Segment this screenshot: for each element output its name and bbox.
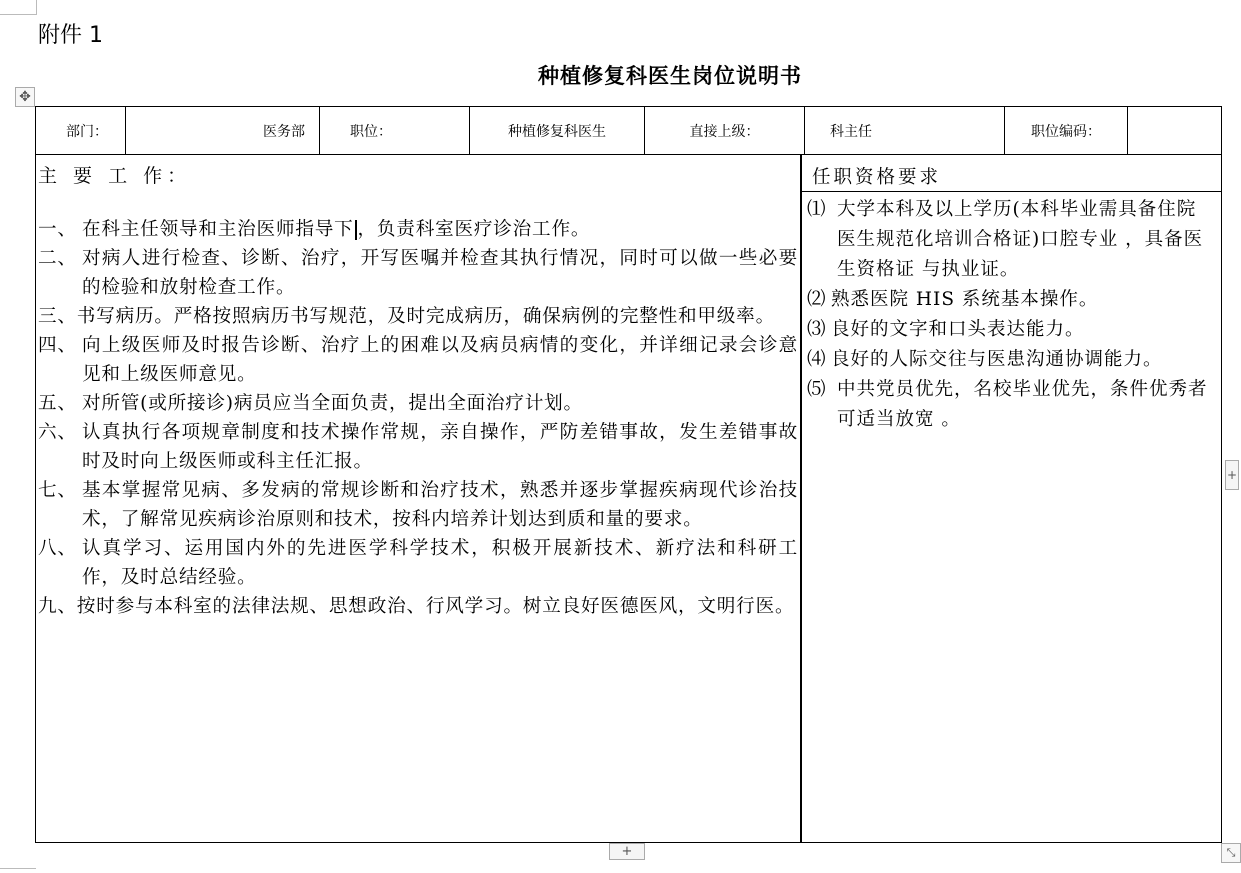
requirement-text: 熟悉医院 HIS 系统基本操作。	[831, 289, 1099, 310]
duty-number: 六、	[38, 422, 77, 443]
duty-item	[38, 215, 798, 244]
duty-text: 认真学习、运用国内外的先进医学科学技术，积极开展新技术、新疗法和科研工作，及时总结经验。	[82, 538, 798, 588]
add-row-plus-icon[interactable]: +	[609, 843, 645, 860]
superior-label: 直接上级：	[645, 107, 805, 155]
duty-text: 向上级医师及时报告诊断、治疗上的困难以及病员病情的变化，并详细记录会诊意见和上级医师意见。	[82, 335, 798, 385]
duty-text: 基本掌握常见病、多发病的常规诊断和治疗技术，熟悉并逐步掌握疾病现代诊治技术，了解常见疾病诊治原则和技术，按科内培养计划达到质和量的要求。	[82, 480, 798, 530]
duty-text: 认真执行各项规章制度和技术操作常规，亲自操作，严防差错事故，发生差错事故时及时向上级医师或科主任汇报。	[82, 422, 798, 472]
requirement-number: ⑶	[807, 319, 827, 340]
duty-item	[38, 302, 798, 331]
duty-number: 九、	[38, 596, 77, 617]
table-move-handle-icon[interactable]: ✥	[15, 87, 35, 107]
code-label: 职位编码：	[1005, 107, 1128, 155]
requirements-heading-row	[801, 155, 1221, 192]
duty-item	[38, 476, 798, 534]
duty-text	[82, 215, 798, 244]
requirements-list	[807, 195, 1215, 435]
requirements-heading: 任职资格要求	[812, 167, 942, 188]
requirement-item	[807, 315, 1215, 345]
duty-number: 三、	[38, 306, 77, 327]
code-value[interactable]	[1128, 107, 1222, 155]
duty-text	[38, 302, 798, 331]
requirement-item	[807, 285, 1215, 315]
dept-value[interactable]: 医务部	[126, 107, 320, 155]
header-row	[36, 107, 1222, 155]
requirement-item	[807, 345, 1215, 375]
requirements-cell[interactable]	[800, 155, 1222, 843]
document-title: 种植修复科医生岗位说明书	[538, 64, 802, 88]
duty-text	[38, 592, 798, 621]
duty-number: 八、	[38, 538, 77, 559]
duty-item	[38, 389, 798, 418]
table-resize-icon[interactable]: ⤡	[1221, 843, 1241, 863]
duty-number: 五、	[38, 393, 77, 414]
duty-text-part: 按时参与本科室的法律法规、思想政治、行风学习。树立良好医德医风，文明行医。	[76, 596, 795, 617]
requirement-item	[807, 195, 1215, 285]
duty-number: 一、	[38, 219, 77, 240]
duty-item	[38, 418, 798, 476]
text-cursor	[355, 220, 357, 240]
requirement-text: 中共党员优先，名校毕业优先，条件优秀者可适当放宽 。	[837, 379, 1208, 430]
duty-item	[38, 534, 798, 592]
requirement-item	[807, 375, 1215, 435]
superior-value[interactable]: 科主任	[805, 107, 1005, 155]
requirement-text: 大学本科及以上学历(本科毕业需具备住院医生规范化培训合格证)口腔专业 ，具备医生资格证 与执业证。	[837, 199, 1204, 280]
duty-item	[38, 244, 798, 302]
requirement-number: ⑸	[807, 379, 827, 400]
duty-list	[38, 215, 798, 621]
main-work-cell[interactable]	[35, 155, 802, 843]
duty-number: 七、	[38, 480, 77, 501]
page-corner-mark-bottom	[0, 868, 36, 873]
requirement-number: ⑷	[807, 349, 827, 370]
header-table	[35, 106, 1222, 155]
requirement-text: 良好的文字和口头表达能力。	[831, 319, 1085, 340]
duty-number: 二、	[38, 248, 77, 269]
duty-item	[38, 331, 798, 389]
attachment-label: 附件 1	[38, 23, 103, 48]
duty-text-part: 在科主任领导和主治医师指导下	[82, 219, 354, 240]
dept-label: 部门：	[36, 107, 126, 155]
add-column-plus-icon[interactable]: +	[1225, 460, 1239, 490]
duty-number: 四、	[38, 335, 77, 356]
position-label: 职位：	[320, 107, 470, 155]
requirement-number: ⑵	[807, 289, 827, 310]
duty-item	[38, 592, 798, 621]
requirement-number: ⑴	[807, 199, 827, 220]
main-work-heading: 主 要 工 作：	[38, 165, 192, 187]
duty-text: 对病人进行检查、诊断、治疗，开写医嘱并检查其执行情况，同时可以做一些必要的检验和放射检查工作。	[82, 248, 798, 298]
page-corner-mark	[0, 0, 37, 15]
duty-text-part: ，负责科室医疗诊治工作。	[357, 219, 591, 240]
duty-text: 对所管(或所接诊)病员应当全面负责，提出全面治疗计划。	[82, 393, 583, 414]
requirement-text: 良好的人际交往与医患沟通协调能力。	[831, 349, 1163, 370]
duty-text-part: 书写病历。严格按照病历书写规范，及时完成病历，确保病例的完整性和甲级率。	[76, 306, 775, 327]
position-value[interactable]: 种植修复科医生	[470, 107, 645, 155]
